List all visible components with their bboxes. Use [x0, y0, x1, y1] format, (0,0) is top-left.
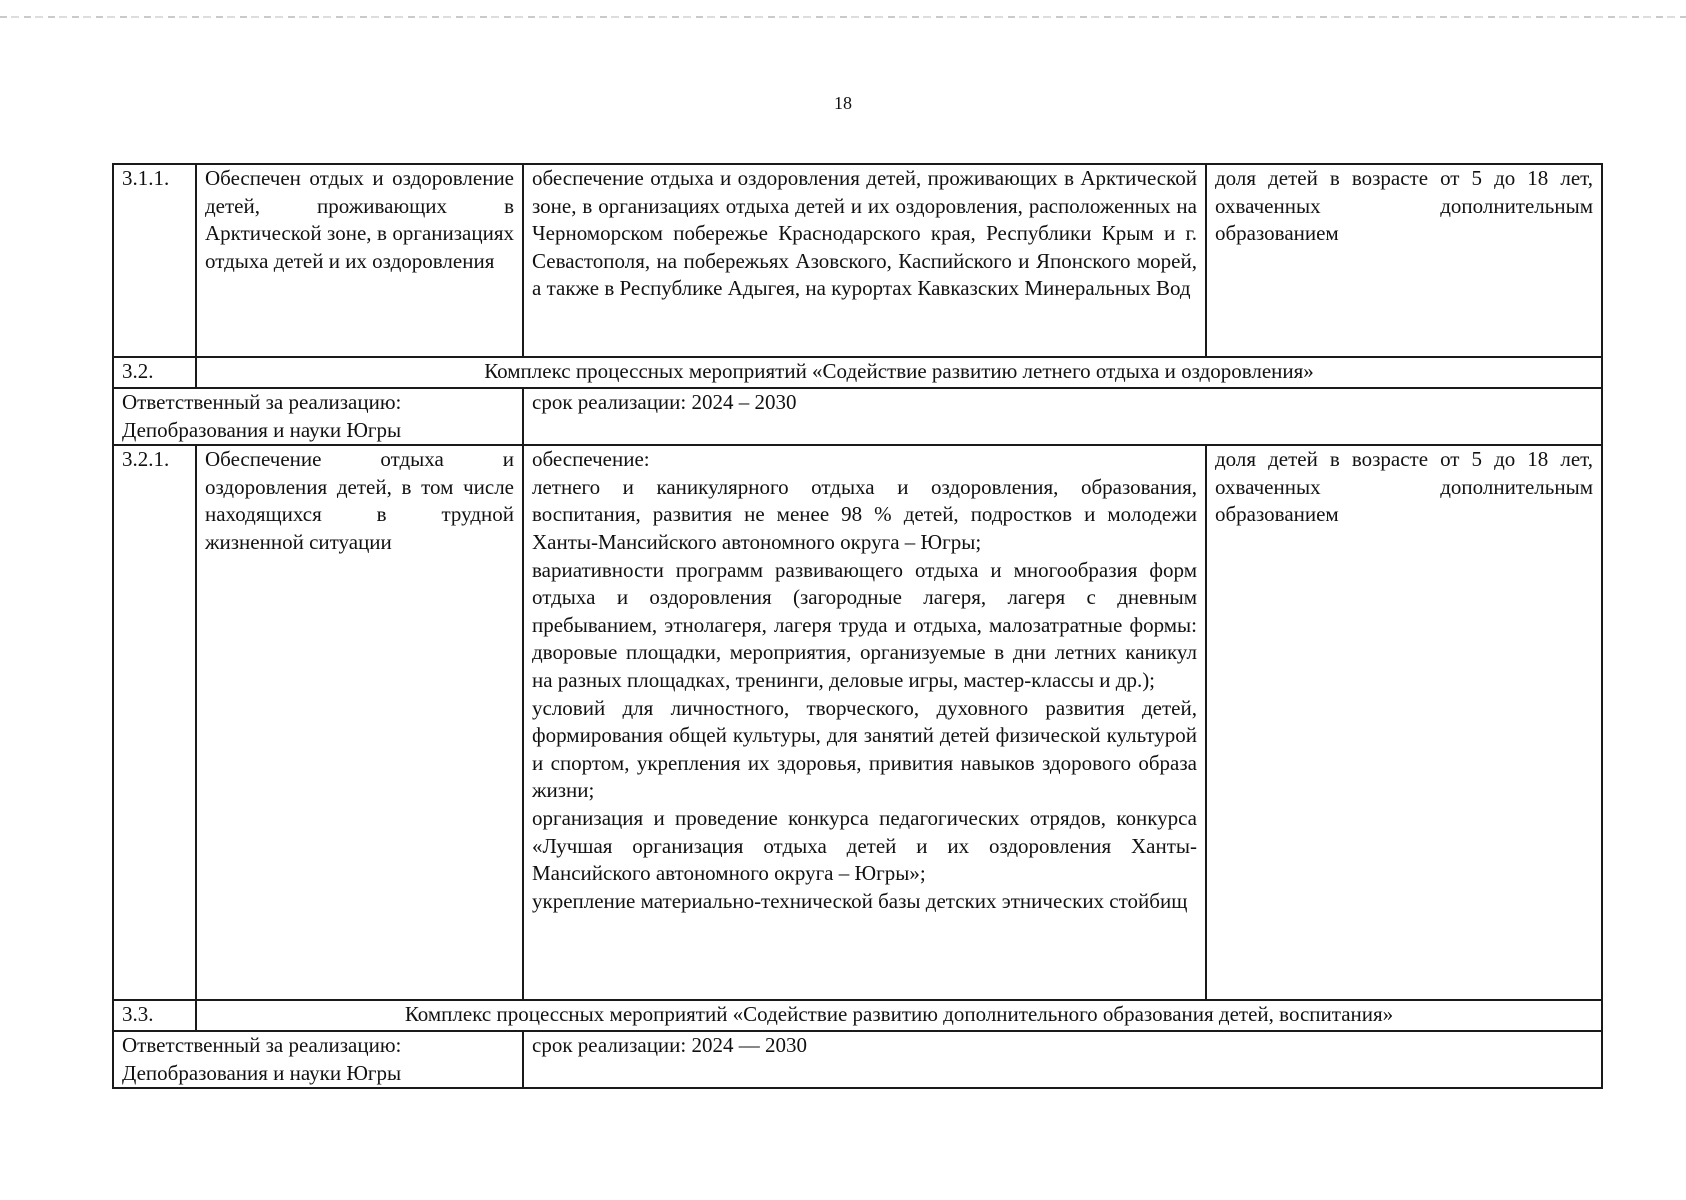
period-cell: срок реализации: 2024 – 2030 — [523, 388, 1602, 445]
indicator-cell: доля детей в возрасте от 5 до 18 лет, охваченных дополнительным образованием — [1206, 445, 1602, 1000]
responsible-cell: Ответственный за реализацию: Депобразования и науки Югры — [113, 388, 523, 445]
task-cell: обеспечение отдыха и оздоровления детей, проживающих в Арктической зоне, в организациях отдыха детей и их оздоровления, расположенных на Черноморском побережье Краснодарского края, Республики Крым и г. Севастополя, на побережьях Азовского, Каспийского и Японского морей, а также в Республике Адыгея, на курортах Кавказских Минеральных Вод — [523, 164, 1206, 357]
task-intro: обеспечение: — [532, 447, 650, 472]
result-cell: Обеспечен отдых и оздоровление детей, проживающих в Арктической зоне, в организациях отдыха детей и их оздоровления — [196, 164, 523, 357]
table-row-3-2-1 — [113, 445, 1602, 1000]
page-number: 18 — [834, 93, 852, 113]
responsible-row-3-3 — [113, 1031, 1602, 1088]
task-item: укрепление материально-технической базы детских этнических стойбищ — [532, 888, 1188, 913]
section-title: Комплекс процессных мероприятий «Содействие развитию дополнительного образования детей, воспитания» — [196, 1000, 1602, 1031]
section-row-3-2 — [113, 357, 1602, 388]
indicator-cell: доля детей в возрасте от 5 до 18 лет, охваченных дополнительным образованием — [1206, 164, 1602, 357]
period-cell: срок реализации: 2024 — 2030 — [523, 1031, 1602, 1088]
result-cell: Обеспечение отдыха и оздоровления детей, в том числе находящихся в трудной жизненной ситуации — [196, 445, 523, 1000]
row-number: 3.2.1. — [113, 445, 196, 1000]
task-item: вариативности программ развивающего отдыха и многообразия форм отдыха и оздоровления (загородные лагеря, лагеря с дневным пребыванием, этнолагеря, лагеря труда и отдыха, малозатратные формы: дворовые площадки, мероприятия, организуемые в дни летних каникул на разных площадках, тренинги, деловые игры, мастер-классы и др.); — [532, 557, 1197, 692]
responsible-cell: Ответственный за реализацию: Депобразования и науки Югры — [113, 1031, 523, 1088]
section-title: Комплекс процессных мероприятий «Содействие развитию летнего отдыха и оздоровления» — [196, 357, 1602, 388]
task-item: организация и проведение конкурса педагогических отрядов, конкурса «Лучшая организация отдыха детей и их оздоровления Ханты-Мансийского автономного округа – Югры»; — [532, 805, 1197, 886]
responsible-row-3-2 — [113, 388, 1602, 445]
section-row-3-3 — [113, 1000, 1602, 1031]
task-item: летнего и каникулярного отдыха и оздоровления, образования, воспитания, развития не менее 98 % детей, подростков и молодежи Ханты-Мансийского автономного округа – Югры; — [532, 474, 1197, 554]
measures-table — [112, 163, 1603, 1089]
section-number: 3.2. — [113, 357, 196, 388]
section-number: 3.3. — [113, 1000, 196, 1031]
table-row-3-1-1 — [113, 164, 1602, 357]
task-item: условий для личностного, творческого, духовного развития детей, формирования общей культуры, для занятий детей физической культурой и спортом, укрепления их здоровья, привития навыков здорового образа жизни; — [532, 695, 1197, 803]
task-cell — [523, 445, 1206, 1000]
scan-edge-noise — [0, 16, 1686, 18]
row-number: 3.1.1. — [113, 164, 196, 357]
